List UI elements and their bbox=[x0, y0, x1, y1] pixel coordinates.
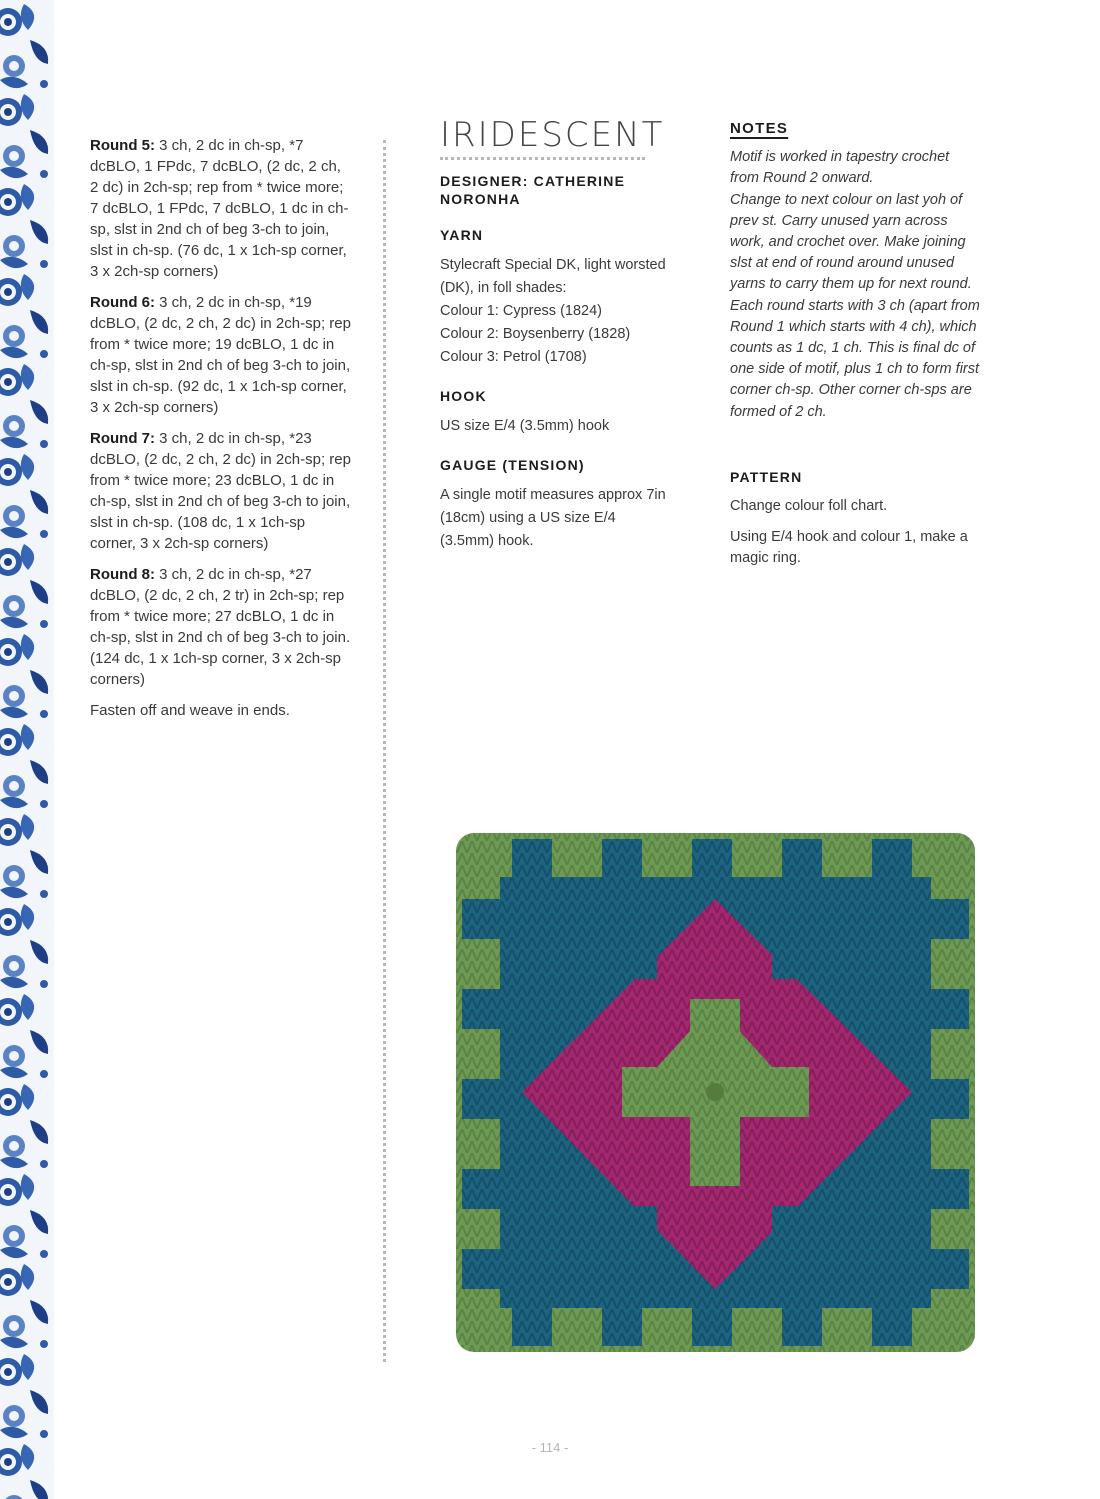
notes-column bbox=[730, 118, 992, 569]
hook-heading: HOOK bbox=[440, 388, 487, 404]
fasten-off-paragraph bbox=[90, 700, 352, 721]
round-text: 3 ch, 2 dc in ch-sp, *23 dcBLO, (2 dc, 2 ch, 2 dc) in 2ch-sp; rep from * twice more; 23 dcBLO, 1 dc in ch-sp, slst in 2nd ch of beg 3-ch to join, slst in ch-sp. (108 dc, 1 x 1ch-sp corner, 3 x 2ch-sp corners) bbox=[90, 430, 351, 552]
note-line: Each round starts with 3 ch (apart from Round 1 which starts with 4 ch), which counts as 1 dc, 1 ch. This is final dc of one side of motif, plus 1 ch to form first corner ch-sp. Other corner ch-sps are formed of 2 ch. bbox=[730, 297, 980, 420]
notes-heading: NOTES bbox=[730, 120, 789, 137]
gauge-text: A single motif measures approx 7in (18cm) using a US size E/4 (3.5mm) hook. bbox=[440, 487, 666, 549]
round-label: Round 8: bbox=[90, 566, 155, 583]
yarn-line: Colour 3: Petrol (1708) bbox=[440, 349, 587, 365]
round-7-paragraph bbox=[90, 428, 352, 554]
round-8-paragraph bbox=[90, 564, 352, 690]
note-line: Motif is worked in tapestry crochet from Round 2 onward. bbox=[730, 149, 950, 187]
round-text: 3 ch, 2 dc in ch-sp, *19 dcBLO, (2 dc, 2 ch, 2 dc) in 2ch-sp; rep from * twice more; 19 dcBLO, 1 dc in ch-sp, slst in 2nd ch of beg 3-ch to join, slst in ch-sp. (92 dc, 1 x 1ch-sp corner, 3 x 2ch-sp corners) bbox=[90, 294, 351, 416]
column-divider bbox=[383, 140, 386, 1362]
yarn-list bbox=[440, 254, 700, 369]
pattern-line: Change colour foll chart. bbox=[730, 497, 888, 514]
round-label: Round 7: bbox=[90, 430, 155, 447]
yarn-line: Colour 2: Boysenberry (1828) bbox=[440, 326, 631, 342]
yarn-line: Colour 1: Cypress (1824) bbox=[440, 303, 602, 319]
pattern-title: IRIDESCENT bbox=[440, 115, 665, 155]
materials-column bbox=[440, 115, 700, 553]
yarn-line: Stylecraft Special DK, light worsted (DK), in foll shades: bbox=[440, 257, 666, 296]
round-text: 3 ch, 2 dc in ch-sp, *27 dcBLO, (2 dc, 2 ch, 2 tr) in 2ch-sp; rep from * twice more; 27 dcBLO, 1 dc in ch-sp, slst in 2nd ch of beg 3-ch to join. (124 dc, 1 x 1ch-sp corner, 3 x 2ch-sp corners) bbox=[90, 566, 351, 688]
decorative-tile-border bbox=[0, 0, 54, 1499]
round-text: 3 ch, 2 dc in ch-sp, *7 dcBLO, 1 FPdc, 7 dcBLO, (2 dc, 2 ch, 2 dc) in 2ch-sp; rep from * twice more; 7 dcBLO, 1 FPdc, 7 dcBLO, 1 dc in ch-sp, slst in 2nd ch of beg 3-ch to join, slst in ch-sp. (76 dc, 1 x 1ch-sp corner, 3 x 2ch-sp corners) bbox=[90, 137, 349, 280]
yarn-heading: YARN bbox=[440, 227, 484, 243]
round-label: Round 5: bbox=[90, 137, 155, 154]
page-number: - 114 - bbox=[531, 1440, 569, 1455]
pattern-heading: PATTERN bbox=[730, 468, 803, 485]
gauge-heading: GAUGE (TENSION) bbox=[440, 457, 585, 473]
crochet-motif-photo bbox=[452, 829, 979, 1356]
round-5-paragraph bbox=[90, 135, 352, 282]
title-underline bbox=[440, 157, 645, 160]
instructions-column bbox=[90, 135, 352, 731]
round-6-paragraph bbox=[90, 292, 352, 418]
round-label: Round 6: bbox=[90, 294, 155, 311]
pattern-line: Using E/4 hook and colour 1, make a magic ring. bbox=[730, 529, 968, 567]
fasten-off-text: Fasten off and weave in ends. bbox=[90, 702, 290, 719]
hook-text: US size E/4 (3.5mm) hook bbox=[440, 418, 610, 434]
note-line: Change to next colour on last yoh of prev st. Carry unused yarn across work, and crochet over. Make joining slst at end of round around unused yarns to carry them up for next round. bbox=[730, 191, 972, 293]
designer-credit: DESIGNER: CATHERINE NORONHA bbox=[440, 173, 626, 207]
